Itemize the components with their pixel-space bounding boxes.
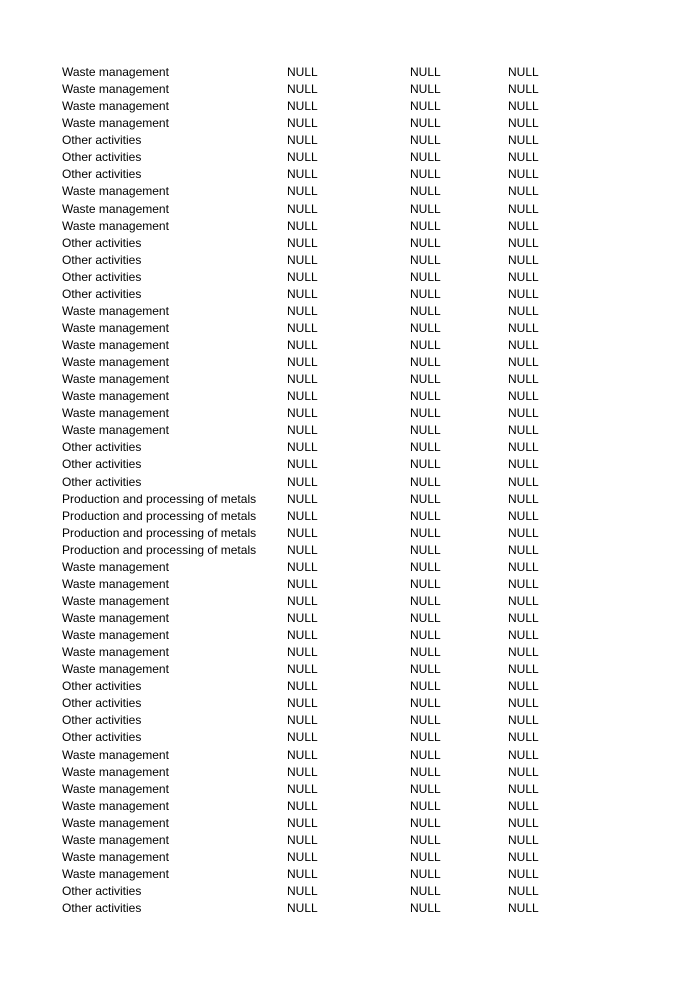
table-row — [0, 593, 700, 610]
value-cell-1: NULL — [287, 559, 318, 574]
value-cell-3: NULL — [508, 491, 539, 506]
activity-cell: Other activities — [62, 133, 142, 148]
value-cell-1: NULL — [287, 133, 318, 148]
value-cell-1: NULL — [287, 338, 318, 352]
value-cell-1: NULL — [287, 269, 318, 284]
table-row — [0, 183, 700, 200]
value-cell-1: NULL — [287, 116, 318, 131]
value-cell-2: NULL — [410, 884, 441, 898]
value-cell-2: NULL — [410, 474, 441, 489]
activity-cell: Other activities — [62, 235, 142, 250]
activity-cell: Other activities — [62, 252, 142, 267]
table-row — [0, 849, 700, 866]
activity-cell: Other activities — [62, 679, 142, 694]
table-row — [0, 218, 700, 235]
value-cell-3: NULL — [508, 542, 539, 557]
value-cell-2: NULL — [410, 764, 441, 779]
value-cell-1: NULL — [287, 99, 318, 114]
value-cell-2: NULL — [410, 269, 441, 284]
value-cell-2: NULL — [410, 372, 441, 387]
value-cell-2: NULL — [410, 679, 441, 694]
value-cell-1: NULL — [287, 576, 318, 591]
value-cell-1: NULL — [287, 662, 318, 677]
value-cell-1: NULL — [287, 645, 318, 660]
value-cell-2: NULL — [410, 82, 441, 97]
value-cell-1: NULL — [287, 184, 318, 199]
value-cell-3: NULL — [508, 628, 539, 643]
activity-cell: Waste management — [62, 303, 169, 318]
value-cell-3: NULL — [508, 798, 539, 813]
activity-cell: Other activities — [62, 696, 142, 711]
value-cell-2: NULL — [410, 99, 441, 114]
value-cell-3: NULL — [508, 269, 539, 284]
value-cell-3: NULL — [508, 286, 539, 301]
value-cell-1: NULL — [287, 696, 318, 711]
value-cell-2: NULL — [410, 815, 441, 830]
activity-cell: Other activities — [62, 269, 142, 284]
value-cell-3: NULL — [508, 849, 539, 864]
value-cell-2: NULL — [410, 866, 441, 881]
value-cell-1: NULL — [287, 252, 318, 267]
value-cell-1: NULL — [287, 713, 318, 728]
activity-cell: Waste management — [62, 82, 169, 97]
table-row — [0, 149, 700, 166]
value-cell-3: NULL — [508, 150, 539, 165]
value-cell-1: NULL — [287, 849, 318, 864]
value-cell-1: NULL — [287, 901, 318, 916]
value-cell-3: NULL — [508, 713, 539, 728]
table-row — [0, 354, 700, 371]
value-cell-3: NULL — [508, 559, 539, 574]
table-row — [0, 695, 700, 712]
value-cell-2: NULL — [410, 662, 441, 677]
activity-cell: Production and processing of metals — [62, 491, 257, 506]
value-cell-2: NULL — [410, 457, 441, 472]
value-cell-3: NULL — [508, 781, 539, 796]
value-cell-3: NULL — [508, 184, 539, 199]
activity-cell: Other activities — [62, 150, 142, 165]
table-row — [0, 508, 700, 525]
value-cell-3: NULL — [508, 645, 539, 660]
activity-cell: Waste management — [62, 798, 169, 813]
activity-cell: Waste management — [62, 406, 169, 421]
activity-cell: Waste management — [62, 832, 169, 847]
value-cell-2: NULL — [410, 201, 441, 216]
value-cell-2: NULL — [410, 559, 441, 574]
activity-cell: Waste management — [62, 99, 169, 114]
activity-cell: Waste management — [62, 781, 169, 796]
value-cell-1: NULL — [287, 730, 318, 745]
activity-cell: Waste management — [62, 815, 169, 830]
value-cell-2: NULL — [410, 542, 441, 557]
activity-cell: Waste management — [62, 645, 169, 660]
value-cell-1: NULL — [287, 884, 318, 898]
value-cell-3: NULL — [508, 133, 539, 148]
activity-cell: Other activities — [62, 457, 142, 472]
value-cell-2: NULL — [410, 713, 441, 728]
activity-cell: Waste management — [62, 593, 169, 608]
table-row — [0, 456, 700, 473]
value-cell-3: NULL — [508, 303, 539, 318]
table-row — [0, 303, 700, 320]
table-row — [0, 115, 700, 132]
value-cell-1: NULL — [287, 167, 318, 182]
value-cell-1: NULL — [287, 235, 318, 250]
table-row — [0, 678, 700, 695]
value-cell-2: NULL — [410, 235, 441, 250]
table-row — [0, 252, 700, 269]
value-cell-2: NULL — [410, 730, 441, 745]
value-cell-3: NULL — [508, 747, 539, 762]
value-cell-2: NULL — [410, 525, 441, 540]
table-row — [0, 491, 700, 508]
value-cell-2: NULL — [410, 508, 441, 523]
value-cell-2: NULL — [410, 338, 441, 352]
value-cell-1: NULL — [287, 423, 318, 438]
value-cell-1: NULL — [287, 508, 318, 523]
value-cell-1: NULL — [287, 150, 318, 165]
activity-cell: Other activities — [62, 286, 142, 301]
table-row — [0, 610, 700, 627]
table-row — [0, 269, 700, 286]
table-row — [0, 559, 700, 576]
activity-cell: Waste management — [62, 65, 169, 79]
activity-cell: Waste management — [62, 559, 169, 574]
value-cell-2: NULL — [410, 150, 441, 165]
table-row — [0, 64, 700, 81]
table-row — [0, 474, 700, 491]
value-cell-3: NULL — [508, 474, 539, 489]
value-cell-1: NULL — [287, 525, 318, 540]
value-cell-2: NULL — [410, 286, 441, 301]
table-row — [0, 286, 700, 303]
value-cell-2: NULL — [410, 628, 441, 643]
value-cell-2: NULL — [410, 423, 441, 438]
value-cell-1: NULL — [287, 218, 318, 233]
value-cell-3: NULL — [508, 82, 539, 97]
value-cell-3: NULL — [508, 576, 539, 591]
activity-cell: Waste management — [62, 747, 169, 762]
table-row — [0, 320, 700, 337]
value-cell-3: NULL — [508, 65, 539, 79]
value-cell-2: NULL — [410, 576, 441, 591]
value-cell-2: NULL — [410, 252, 441, 267]
table-row — [0, 98, 700, 115]
value-cell-3: NULL — [508, 355, 539, 370]
value-cell-2: NULL — [410, 355, 441, 370]
activity-cell: Waste management — [62, 218, 169, 233]
activity-cell: Other activities — [62, 474, 142, 489]
activity-cell: Waste management — [62, 576, 169, 591]
table-row — [0, 542, 700, 559]
table-row — [0, 422, 700, 439]
value-cell-3: NULL — [508, 764, 539, 779]
value-cell-3: NULL — [508, 320, 539, 335]
value-cell-1: NULL — [287, 832, 318, 847]
value-cell-3: NULL — [508, 167, 539, 182]
value-cell-2: NULL — [410, 491, 441, 506]
table-row — [0, 900, 700, 917]
value-cell-3: NULL — [508, 815, 539, 830]
activity-cell: Waste management — [62, 184, 169, 199]
activity-cell: Other activities — [62, 440, 142, 455]
value-cell-1: NULL — [287, 764, 318, 779]
activity-cell: Other activities — [62, 884, 142, 898]
value-cell-2: NULL — [410, 901, 441, 916]
activity-cell: Waste management — [62, 338, 169, 352]
value-cell-2: NULL — [410, 781, 441, 796]
value-cell-3: NULL — [508, 235, 539, 250]
value-cell-2: NULL — [410, 184, 441, 199]
value-cell-2: NULL — [410, 747, 441, 762]
activity-cell: Waste management — [62, 423, 169, 438]
table-row — [0, 439, 700, 456]
table-row — [0, 815, 700, 832]
value-cell-1: NULL — [287, 286, 318, 301]
table-row — [0, 644, 700, 661]
table-row — [0, 132, 700, 149]
value-cell-1: NULL — [287, 593, 318, 608]
value-cell-3: NULL — [508, 611, 539, 625]
value-cell-1: NULL — [287, 389, 318, 404]
value-cell-3: NULL — [508, 423, 539, 438]
table-row — [0, 712, 700, 729]
value-cell-3: NULL — [508, 901, 539, 916]
value-cell-2: NULL — [410, 389, 441, 404]
value-cell-1: NULL — [287, 201, 318, 216]
value-cell-2: NULL — [410, 167, 441, 182]
value-cell-1: NULL — [287, 747, 318, 762]
activity-cell: Production and processing of metals — [62, 508, 257, 523]
activity-cell: Other activities — [62, 167, 142, 182]
table-row — [0, 747, 700, 764]
value-cell-3: NULL — [508, 525, 539, 540]
activity-cell: Waste management — [62, 389, 169, 404]
table-row — [0, 235, 700, 252]
value-cell-3: NULL — [508, 696, 539, 711]
value-cell-3: NULL — [508, 252, 539, 267]
table-row — [0, 166, 700, 183]
activity-cell: Waste management — [62, 116, 169, 131]
activity-cell: Waste management — [62, 866, 169, 881]
activity-cell: Waste management — [62, 320, 169, 335]
table-row — [0, 388, 700, 405]
value-cell-2: NULL — [410, 303, 441, 318]
table-row — [0, 661, 700, 678]
table-row — [0, 832, 700, 849]
activity-cell: Other activities — [62, 713, 142, 728]
value-cell-3: NULL — [508, 389, 539, 404]
value-cell-2: NULL — [410, 320, 441, 335]
table-row — [0, 405, 700, 422]
value-cell-1: NULL — [287, 82, 318, 97]
activity-cell: Waste management — [62, 849, 169, 864]
value-cell-2: NULL — [410, 218, 441, 233]
value-cell-1: NULL — [287, 303, 318, 318]
value-cell-1: NULL — [287, 474, 318, 489]
activity-cell: Other activities — [62, 730, 142, 745]
value-cell-2: NULL — [410, 798, 441, 813]
value-cell-2: NULL — [410, 440, 441, 455]
value-cell-3: NULL — [508, 593, 539, 608]
table-row — [0, 201, 700, 218]
data-table — [0, 64, 700, 917]
value-cell-3: NULL — [508, 662, 539, 677]
value-cell-3: NULL — [508, 201, 539, 216]
value-cell-1: NULL — [287, 372, 318, 387]
table-row — [0, 729, 700, 746]
value-cell-2: NULL — [410, 406, 441, 421]
value-cell-1: NULL — [287, 611, 318, 625]
value-cell-2: NULL — [410, 645, 441, 660]
value-cell-2: NULL — [410, 696, 441, 711]
table-row — [0, 764, 700, 781]
table-row — [0, 781, 700, 798]
value-cell-1: NULL — [287, 628, 318, 643]
value-cell-2: NULL — [410, 611, 441, 625]
value-cell-3: NULL — [508, 338, 539, 352]
value-cell-2: NULL — [410, 593, 441, 608]
table-row — [0, 866, 700, 883]
value-cell-2: NULL — [410, 116, 441, 131]
activity-cell: Waste management — [62, 764, 169, 779]
value-cell-1: NULL — [287, 781, 318, 796]
value-cell-2: NULL — [410, 133, 441, 148]
value-cell-1: NULL — [287, 65, 318, 79]
value-cell-3: NULL — [508, 218, 539, 233]
table-row — [0, 883, 700, 900]
table-row — [0, 525, 700, 542]
table-row — [0, 81, 700, 98]
value-cell-1: NULL — [287, 406, 318, 421]
value-cell-3: NULL — [508, 457, 539, 472]
value-cell-1: NULL — [287, 457, 318, 472]
value-cell-1: NULL — [287, 491, 318, 506]
value-cell-2: NULL — [410, 832, 441, 847]
value-cell-1: NULL — [287, 866, 318, 881]
value-cell-3: NULL — [508, 832, 539, 847]
table-row — [0, 798, 700, 815]
value-cell-1: NULL — [287, 320, 318, 335]
value-cell-2: NULL — [410, 849, 441, 864]
value-cell-3: NULL — [508, 440, 539, 455]
table-row — [0, 576, 700, 593]
value-cell-1: NULL — [287, 679, 318, 694]
value-cell-3: NULL — [508, 99, 539, 114]
value-cell-3: NULL — [508, 116, 539, 131]
activity-cell: Production and processing of metals — [62, 525, 257, 540]
value-cell-3: NULL — [508, 884, 539, 898]
activity-cell: Waste management — [62, 372, 169, 387]
value-cell-3: NULL — [508, 406, 539, 421]
activity-cell: Waste management — [62, 355, 169, 370]
value-cell-3: NULL — [508, 372, 539, 387]
value-cell-2: NULL — [410, 65, 441, 79]
value-cell-1: NULL — [287, 542, 318, 557]
table-row — [0, 627, 700, 644]
value-cell-1: NULL — [287, 798, 318, 813]
value-cell-3: NULL — [508, 679, 539, 694]
value-cell-1: NULL — [287, 440, 318, 455]
activity-cell: Waste management — [62, 662, 169, 677]
value-cell-3: NULL — [508, 730, 539, 745]
activity-cell: Waste management — [62, 201, 169, 216]
table-row — [0, 371, 700, 388]
activity-cell: Other activities — [62, 901, 142, 916]
value-cell-3: NULL — [508, 866, 539, 881]
value-cell-3: NULL — [508, 508, 539, 523]
value-cell-1: NULL — [287, 355, 318, 370]
activity-cell: Waste management — [62, 628, 169, 643]
activity-cell: Production and processing of metals — [62, 542, 257, 557]
activity-cell: Waste management — [62, 611, 169, 625]
value-cell-1: NULL — [287, 815, 318, 830]
table-row — [0, 337, 700, 354]
